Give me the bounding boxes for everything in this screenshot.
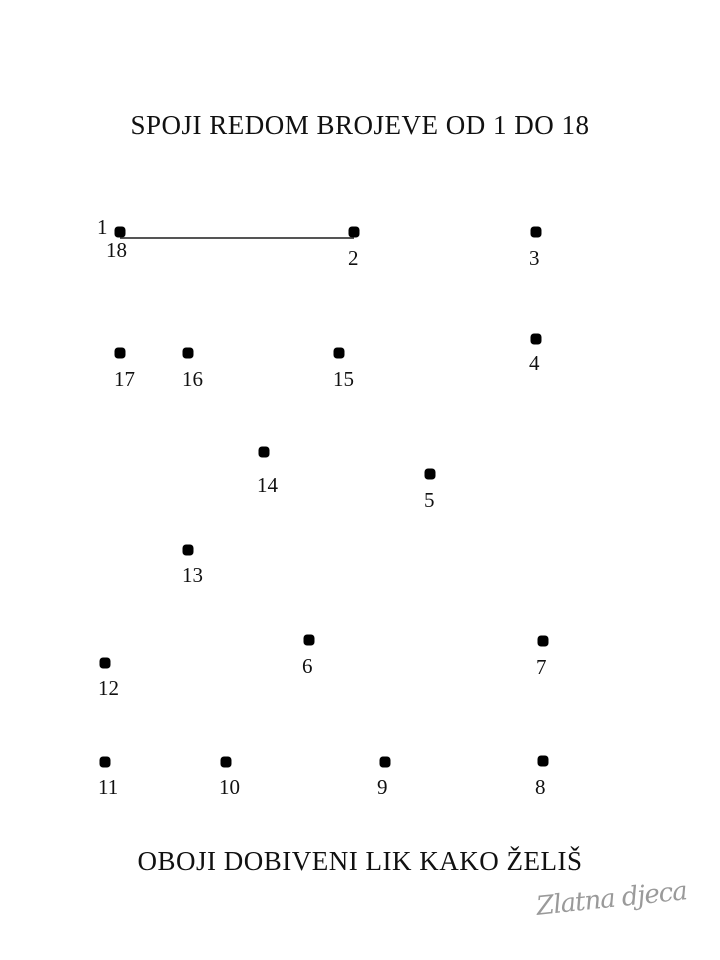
dot-label-17: 17 <box>114 367 135 391</box>
dot-14[interactable] <box>259 447 270 458</box>
dot-label-4: 4 <box>529 351 540 375</box>
dot-label-10: 10 <box>219 775 240 799</box>
dot-label-16: 16 <box>182 367 203 391</box>
dot-7[interactable] <box>538 636 549 647</box>
dot-10[interactable] <box>221 757 232 768</box>
coloring-instruction: OBOJI DOBIVENI LIK KAKO ŽELIŠ <box>137 846 583 876</box>
dot-label-13: 13 <box>182 563 203 587</box>
dot-label-7: 7 <box>536 655 547 679</box>
dot-5[interactable] <box>425 469 436 480</box>
dot-3[interactable] <box>531 227 542 238</box>
dot-label-14: 14 <box>257 473 278 497</box>
watermark-logo: Zlatna djeca <box>534 876 689 922</box>
dot-label-8: 8 <box>535 775 546 799</box>
dot-label-18: 18 <box>106 238 127 262</box>
dot-6[interactable] <box>304 635 315 646</box>
dot-8[interactable] <box>538 756 549 767</box>
dot-1[interactable] <box>115 227 126 238</box>
dot-11[interactable] <box>100 757 111 768</box>
dot-label-3: 3 <box>529 246 540 270</box>
dot-9[interactable] <box>380 757 391 768</box>
dot-label-9: 9 <box>377 775 388 799</box>
dot-16[interactable] <box>183 348 194 359</box>
dot-label-6: 6 <box>302 654 313 678</box>
dot-4[interactable] <box>531 334 542 345</box>
dot-label-12: 12 <box>98 676 119 700</box>
dot-label-5: 5 <box>424 488 435 512</box>
puzzle-title: SPOJI REDOM BROJEVE OD 1 DO 18 <box>130 110 590 140</box>
dot-13[interactable] <box>183 545 194 556</box>
dot-12[interactable] <box>100 658 111 669</box>
dot-label-2: 2 <box>348 246 359 270</box>
dot-label-15: 15 <box>333 367 354 391</box>
dot-17[interactable] <box>115 348 126 359</box>
dot-2[interactable] <box>349 227 360 238</box>
dot-15[interactable] <box>334 348 345 359</box>
dot-label-1: 1 <box>97 215 108 239</box>
dot-label-11: 11 <box>98 775 119 799</box>
